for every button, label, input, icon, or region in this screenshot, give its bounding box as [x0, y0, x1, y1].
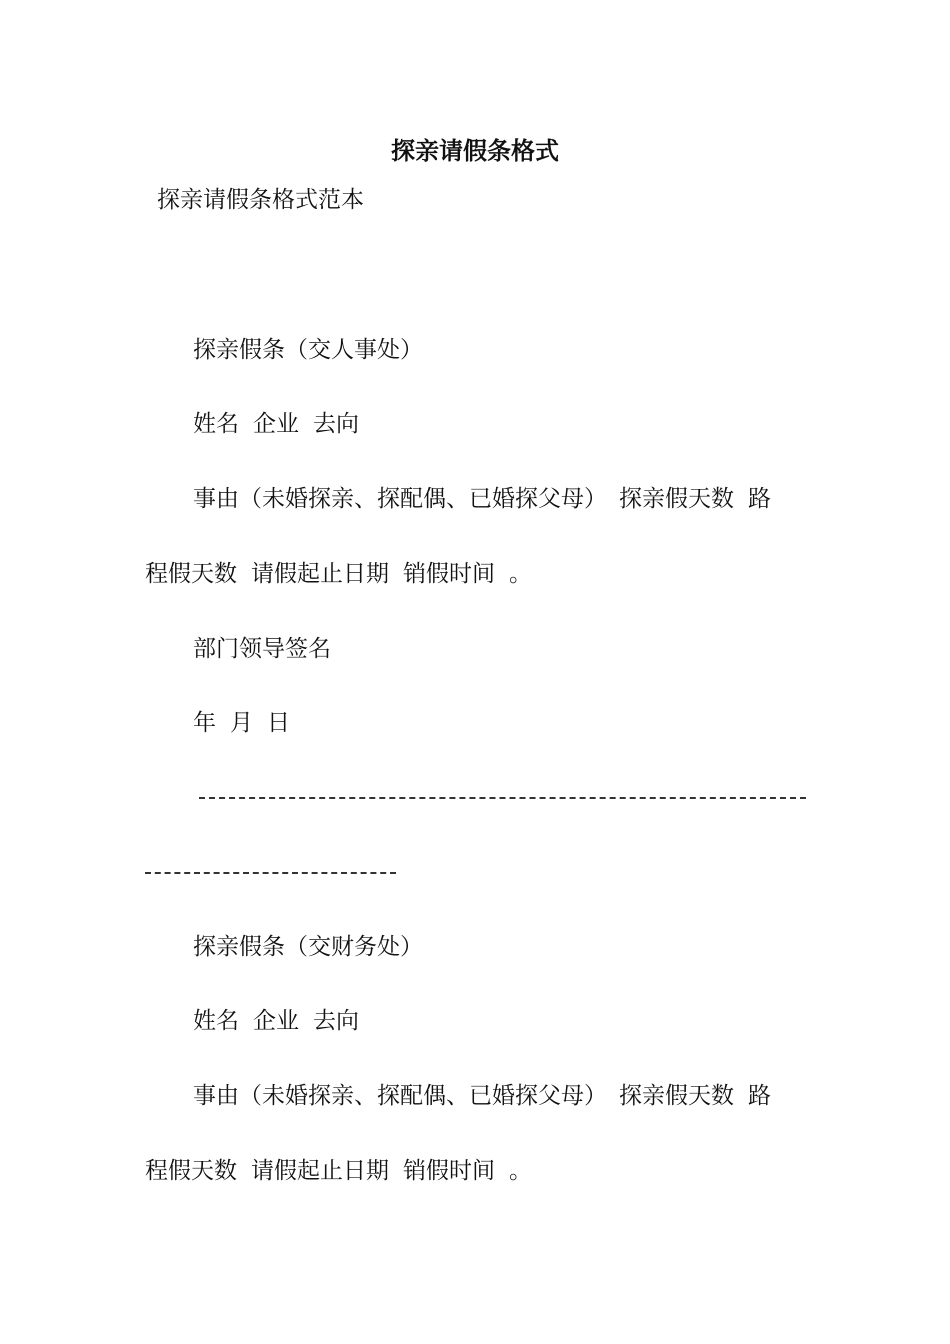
travel-days-label: 程假天数 [145, 561, 237, 587]
slip1-fields-line [193, 409, 359, 439]
slip1-heading: 探亲假条（交人事处） [193, 337, 423, 363]
slip1-reason-line [193, 484, 771, 514]
company-label: 企业 [253, 411, 299, 437]
slip2-heading: 探亲假条（交财务处） [193, 934, 423, 960]
slip2-reason-line [193, 1081, 771, 1111]
company-label: 企业 [253, 1008, 299, 1034]
destination-label: 去向 [313, 1008, 359, 1034]
slip1-signature: 部门领导签名 [193, 636, 331, 662]
travel-days-label: 程假天数 [145, 1158, 237, 1184]
family-leave-days-label: 探亲假天数 [619, 1083, 734, 1109]
document-subtitle: 探亲请假条格式范本 [157, 187, 364, 213]
travel-label-start: 路 [748, 486, 771, 512]
day-label: 日 [267, 710, 290, 736]
reason-label: 事由（未婚探亲、探配偶、已婚探父母） [193, 1083, 607, 1109]
month-label: 月 [230, 710, 253, 736]
family-leave-days-label: 探亲假天数 [619, 486, 734, 512]
name-label: 姓名 [193, 411, 239, 437]
reason-label: 事由（未婚探亲、探配偶、已婚探父母） [193, 486, 607, 512]
name-label: 姓名 [193, 1008, 239, 1034]
cut-line-lower [145, 872, 396, 874]
year-label: 年 [193, 710, 216, 736]
return-time-label: 销假时间 [403, 561, 495, 587]
leave-period-label: 请假起止日期 [251, 1158, 389, 1184]
cut-line-upper [199, 797, 806, 799]
slip1-days-line [145, 559, 532, 589]
slip1-date-line [193, 708, 290, 738]
destination-label: 去向 [313, 411, 359, 437]
leave-period-label: 请假起止日期 [251, 561, 389, 587]
travel-label-start: 路 [748, 1083, 771, 1109]
period-mark: 。 [509, 561, 532, 587]
slip2-fields-line [193, 1006, 359, 1036]
period-mark: 。 [509, 1158, 532, 1184]
return-time-label: 销假时间 [403, 1158, 495, 1184]
slip2-days-line [145, 1156, 532, 1186]
document-title: 探亲请假条格式 [391, 136, 559, 165]
